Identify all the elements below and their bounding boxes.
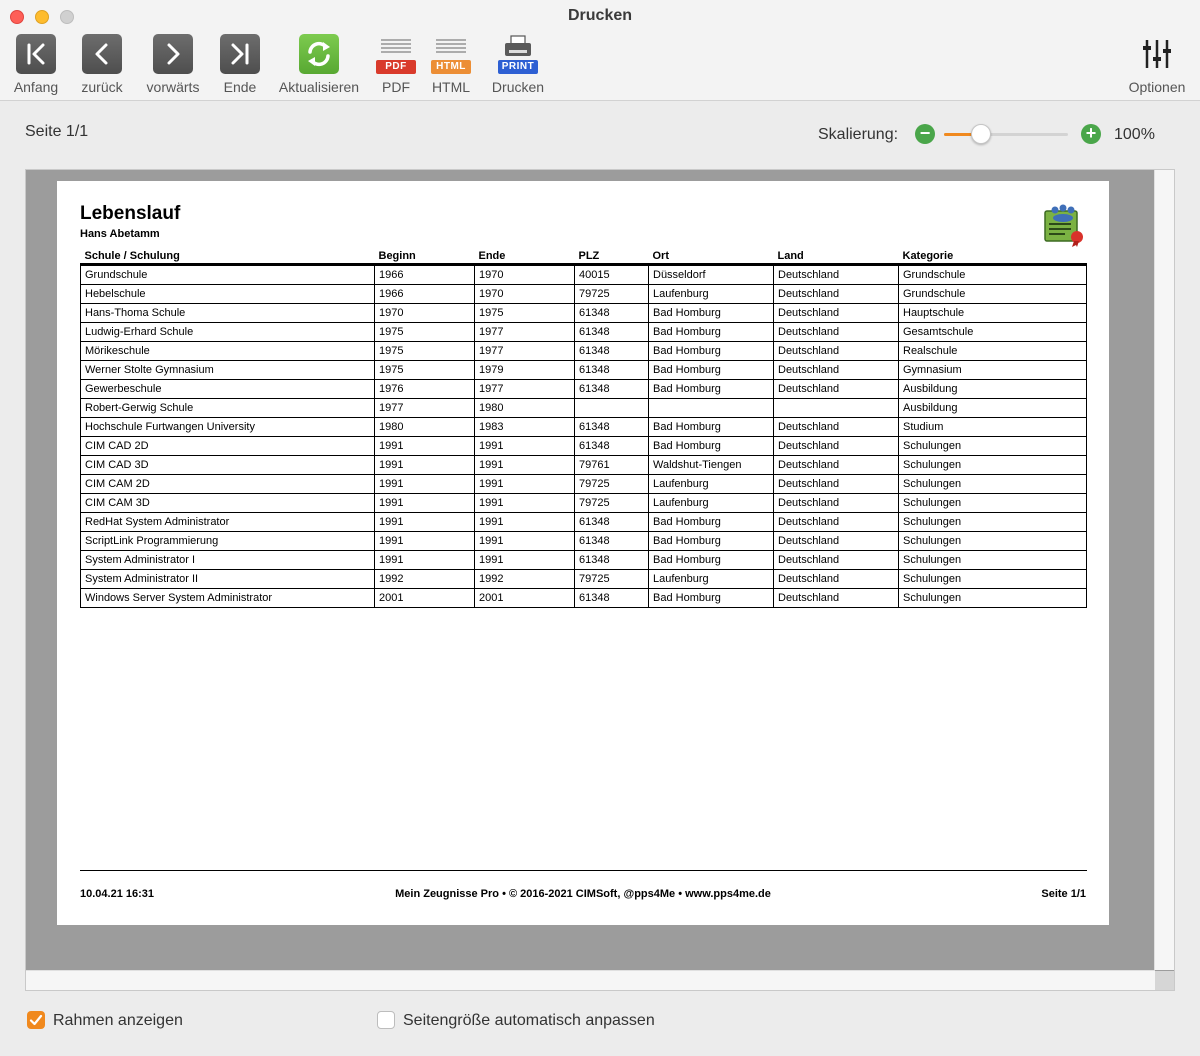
table-cell: Deutschland: [774, 513, 899, 532]
table-cell: Hochschule Furtwangen University: [81, 418, 375, 437]
show-frame-label[interactable]: Rahmen anzeigen: [53, 1012, 183, 1029]
table-cell: 61348: [575, 323, 649, 342]
options-label: Optionen: [1128, 79, 1186, 95]
zoom-slider[interactable]: [944, 133, 1068, 136]
table-cell: Laufenburg: [649, 285, 774, 304]
table-cell: [649, 399, 774, 418]
checkmark-icon: [27, 1011, 45, 1029]
table-row: [81, 513, 1087, 532]
table-cell: 79725: [575, 475, 649, 494]
table-cell: 79725: [575, 285, 649, 304]
print-preview: [25, 169, 1175, 991]
document-subtitle: Hans Abetamm: [80, 228, 160, 240]
table-cell: Waldshut-Tiengen: [649, 456, 774, 475]
table-row: [81, 380, 1087, 399]
table-cell: Deutschland: [774, 342, 899, 361]
table-cell: 1991: [475, 532, 575, 551]
table-cell: 1991: [375, 456, 475, 475]
html-label: HTML: [431, 79, 471, 95]
table-cell: 1977: [475, 323, 575, 342]
first-page-button[interactable]: [12, 34, 60, 95]
table-row: [81, 551, 1087, 570]
table-row: [81, 437, 1087, 456]
table-cell: 1991: [375, 475, 475, 494]
table-cell: 61348: [575, 380, 649, 399]
table-row: [81, 265, 1087, 285]
table-cell: 1992: [375, 570, 475, 589]
table-cell: 61348: [575, 304, 649, 323]
column-header: Ende: [475, 247, 575, 265]
table-row: [81, 494, 1087, 513]
table-cell: Schulungen: [899, 570, 1087, 589]
table-body: [81, 265, 1087, 608]
zoom-out-button[interactable]: [915, 124, 935, 144]
table-cell: Deutschland: [774, 475, 899, 494]
pdf-export-button[interactable]: [372, 34, 420, 95]
table-cell: 1992: [475, 570, 575, 589]
table-cell: Hebelschule: [81, 285, 375, 304]
column-header: Schule / Schulung: [81, 247, 375, 265]
table-cell: Deutschland: [774, 285, 899, 304]
table-cell: Windows Server System Administrator: [81, 589, 375, 608]
column-header: Land: [774, 247, 899, 265]
table-cell: Gymnasium: [899, 361, 1087, 380]
table-cell: Schulungen: [899, 513, 1087, 532]
table-cell: Ausbildung: [899, 380, 1087, 399]
zoom-in-button[interactable]: [1081, 124, 1101, 144]
table-cell: Schulungen: [899, 475, 1087, 494]
table-row: [81, 570, 1087, 589]
pdf-label: PDF: [382, 79, 410, 95]
show-frame-checkbox[interactable]: [27, 1011, 45, 1029]
forward-label: vorwärts: [146, 79, 200, 95]
table-cell: System Administrator II: [81, 570, 375, 589]
table-cell: CIM CAD 3D: [81, 456, 375, 475]
table-cell: 61348: [575, 437, 649, 456]
table-cell: Gewerbeschule: [81, 380, 375, 399]
table-cell: 1977: [475, 380, 575, 399]
table-cell: Schulungen: [899, 494, 1087, 513]
table-cell: 1991: [375, 513, 475, 532]
column-header: Beginn: [375, 247, 475, 265]
table-cell: Düsseldorf: [649, 265, 774, 285]
table-cell: 61348: [575, 418, 649, 437]
cv-table: [80, 247, 1087, 608]
table-cell: Bad Homburg: [649, 532, 774, 551]
table-cell: Deutschland: [774, 361, 899, 380]
table-cell: Realschule: [899, 342, 1087, 361]
table-cell: 79725: [575, 570, 649, 589]
table-row: [81, 589, 1087, 608]
table-cell: Deutschland: [774, 456, 899, 475]
table-cell: 61348: [575, 532, 649, 551]
last-page-button[interactable]: [216, 34, 264, 95]
table-cell: Bad Homburg: [649, 342, 774, 361]
table-cell: ScriptLink Programmierung: [81, 532, 375, 551]
table-cell: CIM CAD 2D: [81, 437, 375, 456]
table-cell: Bad Homburg: [649, 361, 774, 380]
table-row: [81, 532, 1087, 551]
table-cell: Robert-Gerwig Schule: [81, 399, 375, 418]
table-cell: Grundschule: [899, 285, 1087, 304]
plus-icon: +: [1085, 123, 1097, 143]
table-cell: Deutschland: [774, 494, 899, 513]
table-cell: 1979: [475, 361, 575, 380]
footer-date: 10.04.21 16:31: [80, 888, 155, 900]
table-cell: Gesamtschule: [899, 323, 1087, 342]
table-row: [81, 399, 1087, 418]
table-cell: Werner Stolte Gymnasium: [81, 361, 375, 380]
print-badge: PRINT: [498, 60, 538, 74]
table-cell: Deutschland: [774, 380, 899, 399]
table-cell: Mörikeschule: [81, 342, 375, 361]
table-cell: 1991: [475, 437, 575, 456]
horizontal-scrollbar[interactable]: [26, 970, 1155, 990]
auto-fit-checkbox[interactable]: [377, 1011, 395, 1029]
pdf-file-icon: [376, 34, 416, 74]
table-cell: Deutschland: [774, 532, 899, 551]
table-cell: 1991: [475, 494, 575, 513]
forward-button[interactable]: [143, 34, 203, 95]
zoom-value: 100%: [1114, 126, 1155, 143]
table-cell: 1975: [375, 342, 475, 361]
table-row: [81, 304, 1087, 323]
table-cell: Schulungen: [899, 437, 1087, 456]
table-header-row: [81, 247, 1087, 265]
page-indicator: Seite 1/1: [25, 123, 89, 140]
auto-fit-label[interactable]: Seitengröße automatisch anpassen: [403, 1012, 655, 1029]
table-cell: Grundschule: [899, 265, 1087, 285]
window-title: Drucken: [567, 7, 633, 24]
table-cell: 1970: [475, 285, 575, 304]
table-cell: 61348: [575, 513, 649, 532]
back-button[interactable]: [78, 34, 126, 95]
table-cell: 1980: [375, 418, 475, 437]
last-page-label: Ende: [223, 79, 257, 95]
column-header: PLZ: [575, 247, 649, 265]
table-cell: Deutschland: [774, 265, 899, 285]
table-cell: Bad Homburg: [649, 513, 774, 532]
sliders-icon: [1137, 34, 1177, 74]
footer-copyright: Mein Zeugnisse Pro • © 2016-2021 CIMSoft, @pps4Me • www.pps4me.de: [395, 888, 771, 900]
table-row: [81, 361, 1087, 380]
chevron-left-icon: [82, 34, 122, 74]
print-label: Drucken: [491, 79, 545, 95]
table-cell: Schulungen: [899, 532, 1087, 551]
table-cell: 1991: [475, 513, 575, 532]
table-cell: Laufenburg: [649, 494, 774, 513]
footer-page-number: Seite 1/1: [1041, 888, 1086, 900]
table-cell: System Administrator I: [81, 551, 375, 570]
table-cell: 1975: [375, 323, 475, 342]
last-page-icon: [220, 34, 260, 74]
table-cell: CIM CAM 2D: [81, 475, 375, 494]
table-cell: 1991: [375, 437, 475, 456]
table-cell: Laufenburg: [649, 570, 774, 589]
table-cell: Bad Homburg: [649, 380, 774, 399]
pdf-badge: PDF: [376, 60, 416, 74]
table-cell: Bad Homburg: [649, 418, 774, 437]
table-cell: 1991: [475, 551, 575, 570]
table-cell: Schulungen: [899, 456, 1087, 475]
table-cell: Bad Homburg: [649, 589, 774, 608]
table-cell: 79761: [575, 456, 649, 475]
html-export-button[interactable]: [426, 34, 476, 95]
table-cell: 1991: [475, 456, 575, 475]
vertical-scrollbar[interactable]: [1154, 170, 1174, 970]
table-cell: Studium: [899, 418, 1087, 437]
zoom-slider-thumb[interactable]: [971, 124, 991, 144]
print-button[interactable]: [488, 34, 548, 95]
column-header: Ort: [649, 247, 774, 265]
table-cell: Bad Homburg: [649, 323, 774, 342]
table-cell: Schulungen: [899, 589, 1087, 608]
back-label: zurück: [81, 79, 123, 95]
table-cell: Hans-Thoma Schule: [81, 304, 375, 323]
document-page: [57, 181, 1109, 925]
table-row: [81, 323, 1087, 342]
refresh-label: Aktualisieren: [278, 79, 360, 95]
footer-divider: [80, 870, 1087, 871]
table-cell: Grundschule: [81, 265, 375, 285]
table-cell: [575, 399, 649, 418]
table-cell: Deutschland: [774, 551, 899, 570]
table-row: [81, 418, 1087, 437]
table-cell: RedHat System Administrator: [81, 513, 375, 532]
table-cell: 1970: [475, 265, 575, 285]
first-page-icon: [16, 34, 56, 74]
table-cell: Deutschland: [774, 323, 899, 342]
table-cell: 1966: [375, 265, 475, 285]
table-cell: 1975: [475, 304, 575, 323]
table-cell: 61348: [575, 342, 649, 361]
scaling-label: Skalierung:: [818, 126, 899, 143]
table-cell: Deutschland: [774, 589, 899, 608]
table-cell: Deutschland: [774, 304, 899, 323]
table-cell: 1980: [475, 399, 575, 418]
table-cell: 61348: [575, 361, 649, 380]
table-cell: 2001: [475, 589, 575, 608]
table-cell: 1975: [375, 361, 475, 380]
table-cell: 1991: [375, 494, 475, 513]
options-button[interactable]: [1124, 34, 1190, 95]
table-cell: 1976: [375, 380, 475, 399]
table-cell: Deutschland: [774, 570, 899, 589]
table-cell: 1991: [375, 551, 475, 570]
refresh-button[interactable]: [274, 34, 364, 95]
table-cell: 2001: [375, 589, 475, 608]
toolbar: [0, 0, 1200, 101]
table-cell: Ludwig-Erhard Schule: [81, 323, 375, 342]
html-badge: HTML: [431, 60, 471, 74]
table-row: [81, 456, 1087, 475]
table-cell: 1991: [375, 532, 475, 551]
table-cell: CIM CAM 3D: [81, 494, 375, 513]
table-cell: 61348: [575, 589, 649, 608]
minus-icon: −: [919, 123, 931, 143]
chevron-right-icon: [153, 34, 193, 74]
table-cell: 61348: [575, 551, 649, 570]
table-cell: 1966: [375, 285, 475, 304]
table-cell: Deutschland: [774, 418, 899, 437]
table-cell: 1991: [475, 475, 575, 494]
scrollbar-corner: [1155, 971, 1174, 990]
table-cell: 79725: [575, 494, 649, 513]
table-cell: 1983: [475, 418, 575, 437]
table-cell: 1977: [375, 399, 475, 418]
document-title: Lebenslauf: [80, 203, 181, 224]
html-file-icon: [431, 34, 471, 74]
certificate-icon: [1041, 203, 1085, 247]
table-cell: 1977: [475, 342, 575, 361]
table-row: [81, 285, 1087, 304]
table-row: [81, 475, 1087, 494]
table-cell: Bad Homburg: [649, 551, 774, 570]
column-header: Kategorie: [899, 247, 1087, 265]
table-cell: [774, 399, 899, 418]
table-cell: Bad Homburg: [649, 437, 774, 456]
table-cell: Laufenburg: [649, 475, 774, 494]
table-cell: Bad Homburg: [649, 304, 774, 323]
printer-icon: [498, 34, 538, 74]
table-cell: 40015: [575, 265, 649, 285]
table-cell: Deutschland: [774, 437, 899, 456]
table-row: [81, 342, 1087, 361]
first-page-label: Anfang: [13, 79, 59, 95]
table-cell: Schulungen: [899, 551, 1087, 570]
refresh-icon: [299, 34, 339, 74]
table-cell: 1970: [375, 304, 475, 323]
table-cell: Ausbildung: [899, 399, 1087, 418]
table-cell: Hauptschule: [899, 304, 1087, 323]
